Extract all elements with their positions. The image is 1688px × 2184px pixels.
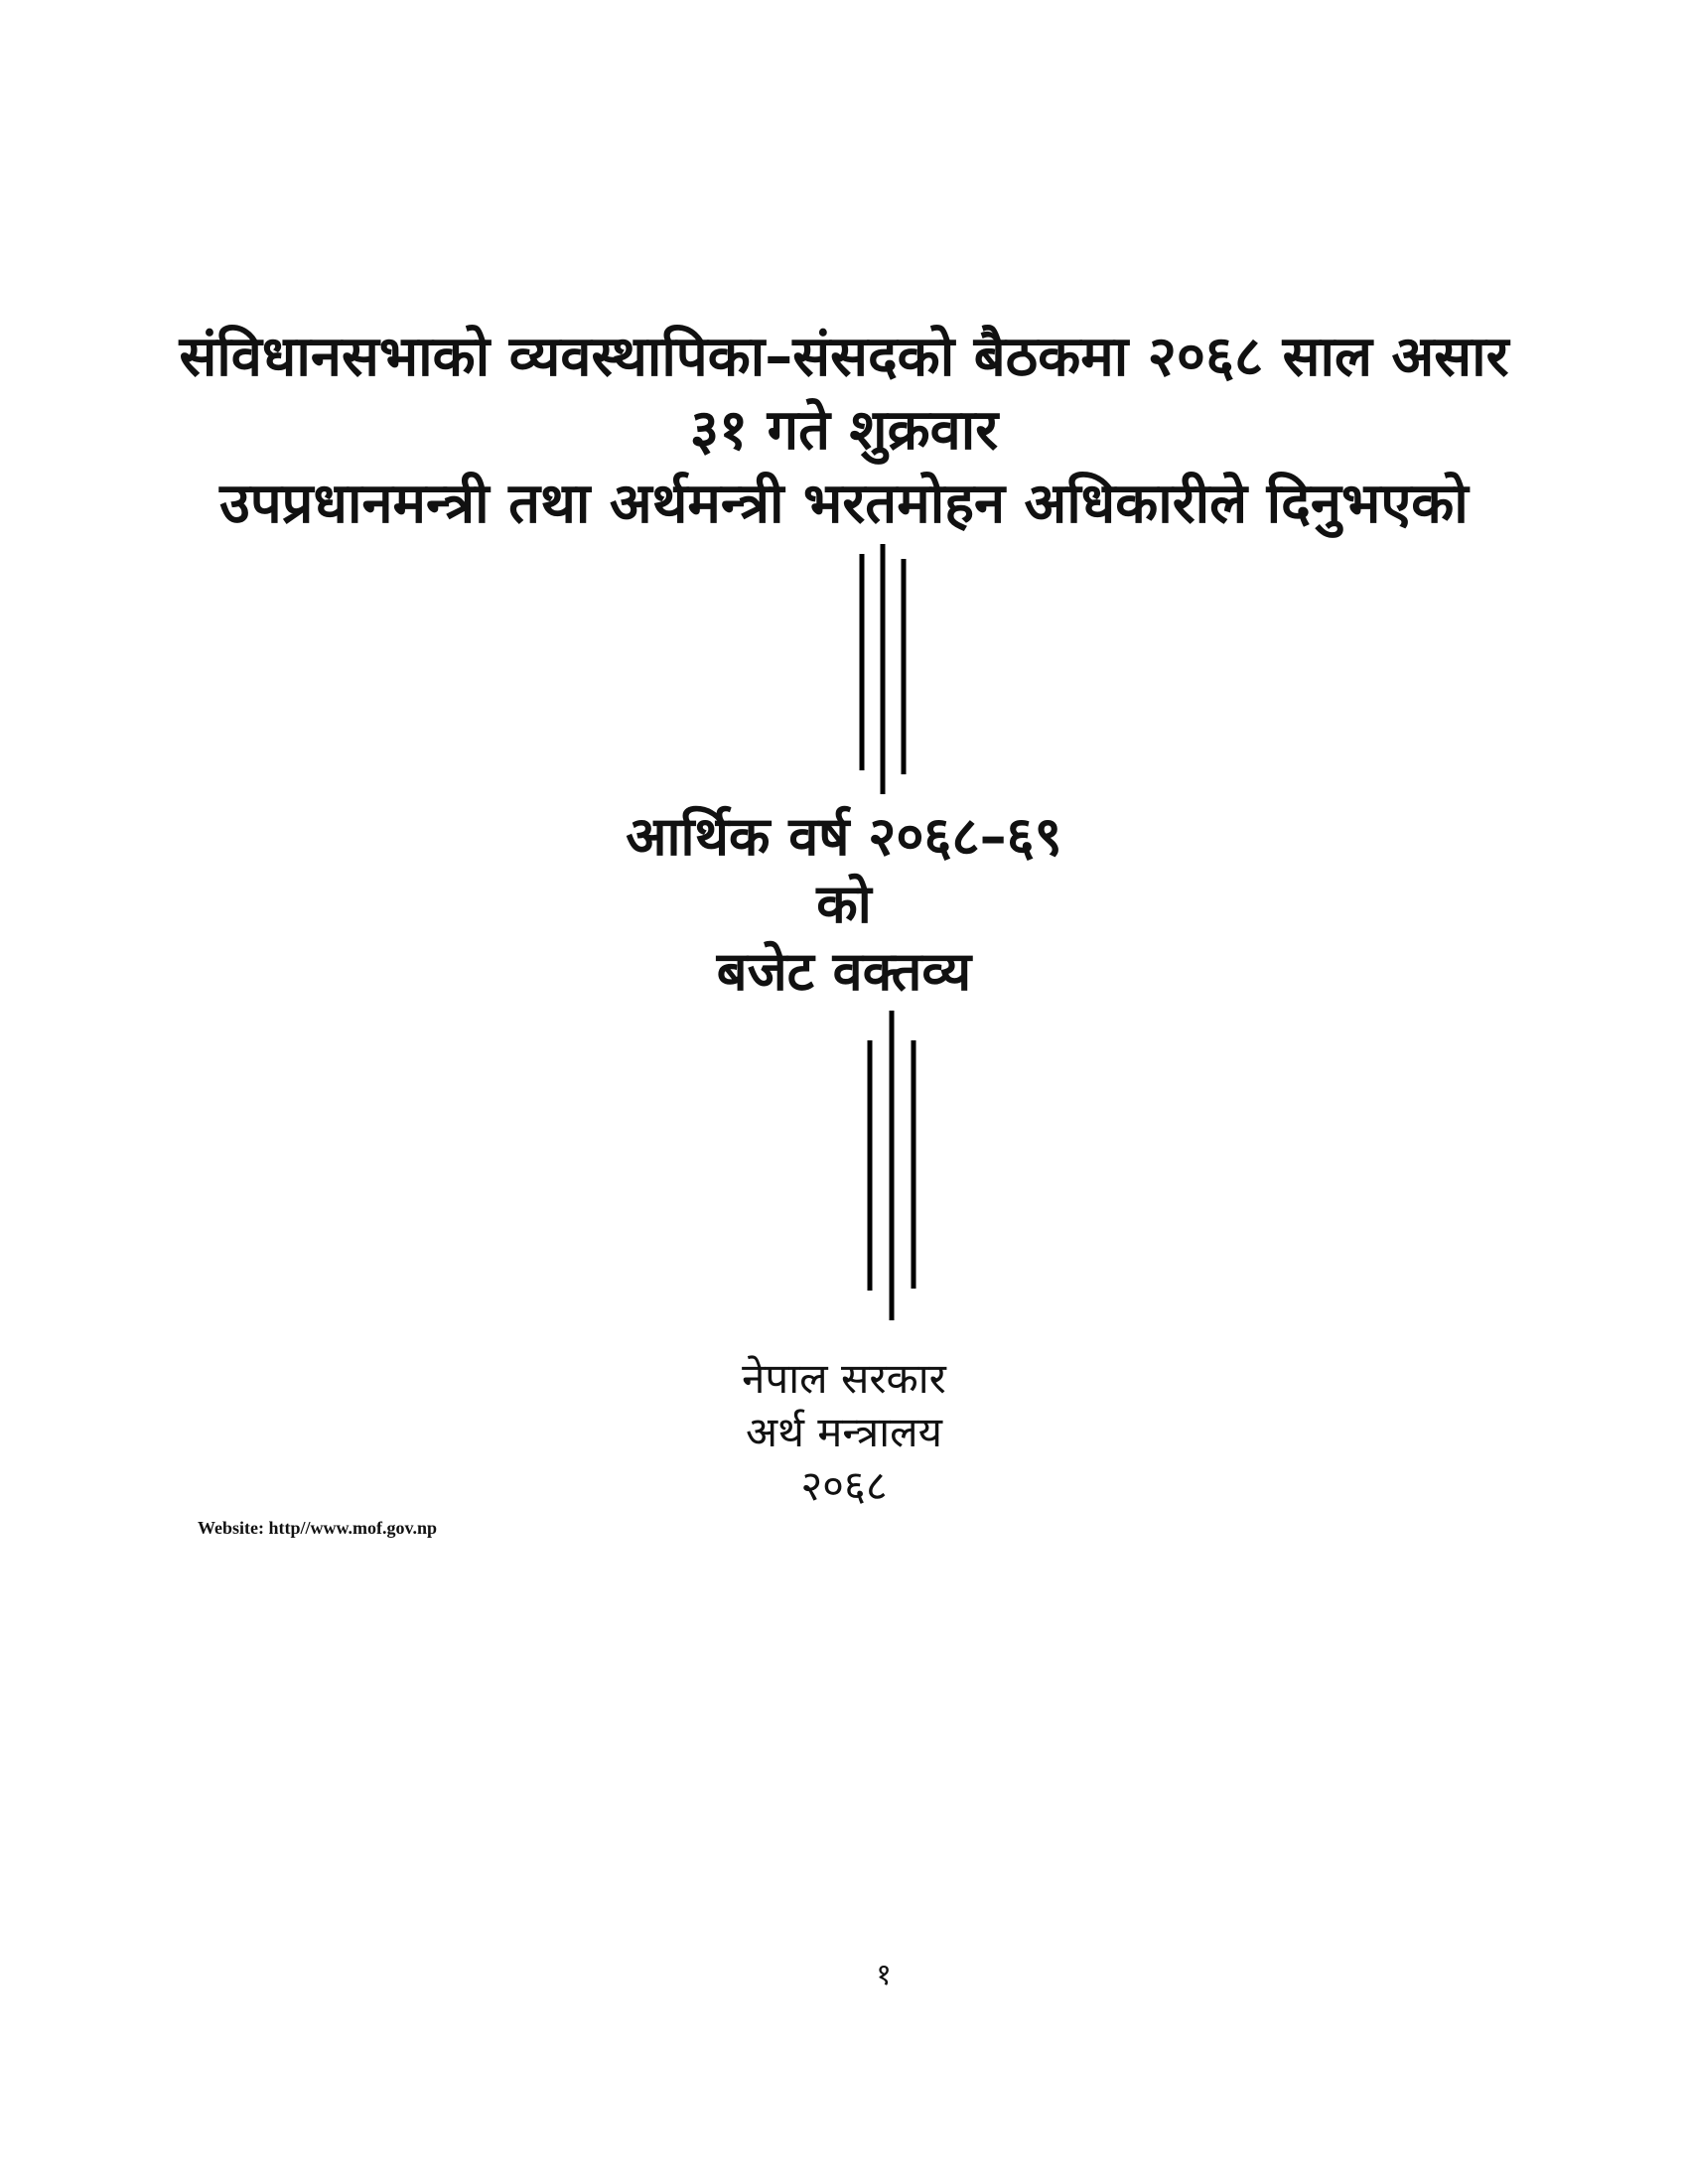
title-line-1: आर्थिक वर्ष २०६८–६९ bbox=[626, 805, 1062, 868]
heading-line-1: संविधानसभाको व्यवस्थापिका–संसदको बैठकमा २०६८ साल असार bbox=[179, 325, 1509, 389]
vertical-lines-ornament-top bbox=[844, 544, 923, 802]
publisher-government: नेपाल सरकार bbox=[742, 1354, 946, 1403]
heading-line-2: ३१ गते शुक्रवार bbox=[689, 398, 999, 463]
title-line-2: को bbox=[816, 873, 872, 935]
website-url: Website: http//www.mof.gov.np bbox=[198, 1518, 438, 1538]
title-line-3: बजेट वक्तव्य bbox=[716, 940, 972, 1003]
publisher-ministry: अर्थ मन्त्रालय bbox=[746, 1408, 942, 1456]
publisher-year: २०६८ bbox=[800, 1461, 888, 1510]
vertical-lines-ornament-bottom bbox=[852, 1011, 931, 1328]
page-number: १ bbox=[876, 1958, 892, 1992]
heading-line-3: उपप्रधानमन्त्री तथा अर्थमन्त्री भरतमोहन अधिकारीले दिनुभएको bbox=[219, 472, 1469, 536]
